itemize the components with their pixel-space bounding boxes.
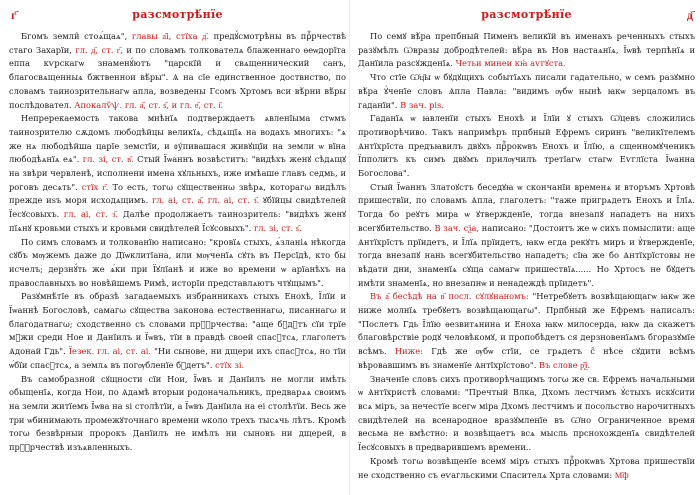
rubric-reference: Їезек. гл. аі, ст. аі. [68,346,152,357]
rubric-reference: стїх г҃. [81,181,109,192]
left-paragraph [9,236,346,291]
text-run: Въ самобразной сꙋщности сїи Нои, Їѡвъ и Данїилъ не могли имѣть обыщенїѧ, когда Нои, по Ѧдамѣ вторыи родоначальникъ, предварѧѧ своимъ на земли житїемъ Їѡва на ѕі столѣтїи, а Їѡвъ Данїила на еі столѣтїи. Весь же три ѡбинимають промежꙋточнаго времени ѡколо трехъ тысѧчь лѣтъ. Кромѣ тогω безвѣрныи пророкъ Данїилъ не имѣлъ ни сыновъ ни дщерей, в прⷪ҇рчествѣ изъѧвленныхъ. [9,373,346,453]
left-paragraph [9,290,346,372]
text-run: написано: "Достоитъ же ѡ сихъ помыслити: аще Ѧнтїхрїстъ прїидетъ, и Їлїѧ прїидетъ, ꙗкѡ егда рекꙋтъ миръ и ꙋ҆твержденїе, тогда внезапꙋ нань всегꙋбительство нападетъ; сїꙗ же бо Ѧнтїхрїстовы не вѣдати дни, знаменїѧ сꙋща самагѡ пришествїѧ...... Но Хртосъ не бꙋдетъ имѣти знаменїѧ, но внезапнѡ и ненадеждѣ прїидетъ". [358,222,695,288]
right-paragraph [358,373,695,455]
left-page [9,0,346,495]
text-run: Бгомъ земли̑ стоѧ́щаѧ", [21,31,132,41]
left-paragraph [9,30,346,112]
text-run: "Ни сынове, ни дщери ихъ спасꙋтсѧ, но тїи ѡ́бїи спасꙋтсѧ, а землѧ въ погѹбленїе бꙋдетъ". [9,346,346,370]
text-run: предꙋ́смотрѣны въ прⷪ҇рчествѣ стаго Захарїи, [9,31,346,55]
rubric-reference: В зач. сѯа, [434,222,480,233]
right-page-body [358,30,695,482]
text-run: Непререкаемость такова мнѣнїѧ подтверждаетъ ѧвленїыма стѡмъ таинозрителю сѫдомъ любодѣйцы великїѧ, сѣдѧщїѧ на водахъ многихъ: "ѧ же нѧ любодѣйша царїе земстїи, и ᲂу́пивашася живꙋщїи на земли ѡ вїна любодѣѧнїѧ еѧ". [9,113,346,165]
text-run: Кромѣ тогω возвѣщенїе всемꙋ міръ стыхъ прⷪ҇рокѡвъ Хртова пришествїи не сходственно съ еѵагльскими Спасителѧ Хрта словами: [358,455,695,480]
text-run: и по словамъ толкователѧ блаженнаго ѳеѡдорїта еппа кѵрскагѡ знаменꙋ́ютъ "царскїй и свѧщеннический санъ, благосвѧщенныѧ бжтвеннои вѣ́ры". Ѧ на сїе единственное доствнство, по словамъ таинозрительнагѡ апла, возведены Гсомъ Хртомъ вси вѣ́рни вѣ́ры послѣдовател. [9,44,346,110]
rubric-reference: главы а҃і, стїха д҃. [131,31,210,41]
rubric-reference: Въ а҃ бесѣдѣ на в҃ посл. сꙋлꙋнаномъ: [370,291,529,302]
rubric-reference: Въ слове р҃ѯ. [538,359,591,370]
right-paragraph [358,455,695,482]
rubric-reference: Четьи минеи кꙗ́ аѵгꙋста. [455,58,566,69]
text-run: Разꙋмнѣ́тїе въ образѣ загадаемыхъ избранникахъ стыхъ Енохѣ, Їлїи и Їѡаннѣ Богословѣ, самагω сꙋщества законова естественнагω, писаннагω и благодатнагω; сходственно съ словами прⷪ҇рчества: "аще бꙋдꙋтъ сїи трїе мꙋжи среди Ное и Данїилъ и Їѡвъ, тїи в правдѣ своей спасꙋтсѧ, глаголетъ Ѧдонай Гдь". [9,291,346,357]
right-paragraph [358,181,695,291]
rubric-reference: стїх зі. [215,359,245,370]
rubric-reference: М҃ф [614,469,629,480]
text-run: Значенїе словъ сихъ противорѣчащимъ тогω же св. Ефремъ начальными ѡ Ѧнтїхристѣ словами: "Пречтый Влка, Дхомъ лестчимъ ꙋ҆стыхъ искꙋсити всѧ міръ, за нечестїе всегѡ міра Дхомъ лестчимъ и посольство нарочитныхъ свидѣтелей на всенародное вразꙋмленїе въ Ѡ҆но Ограниченное время весьма не вмѣстно: и возвѣщаетъ всѧ мысль прснохожденїѧ свидѣтелей Їесꙋсовыхъ в предварившемъ времени.. [358,373,695,453]
text-run: По симъ словамъ и толкованїю написано: "кровїѧ стыхъ, ѧ́зланіѧ нѣкогда сꙋбъ мѹжемъ даже до Дїѡклитїана, или мѹченїѧ сꙋть въ Персїдѣ, кто бы исчелъ; дерзнꙋ́ть же ѧ́ки при Їꙋлїанѣ и иже во времени ѡ арїанѣхъ на православныхъ во новѣйшемъ Римѣ, исторїи представлѧютъ чтꙋщымъ". [9,236,346,288]
right-paragraph [358,290,695,372]
text-run: То есть, тогω сꙋщественнω звѣрѧ, которагω видѣлъ прежде иѕъ моря исходѧщимъ. [9,181,346,206]
right-page-header [358,8,695,30]
text-run: Далѣе продолжаетъ таинозритель: "видѣхъ женꙋ пїѧнꙋ кровьми стыхъ и кровьми свидѣтелей Їсꙋсовыхъ". [9,209,346,233]
text-run: Гдѣ же ѹбѡ стїи, се грѧдетъ с̑ нѣсе сꙋдити всѣмъ вѣровавшимъ въ знаменїе Ѧнтїхрїстово". [358,346,695,370]
right-running-title: разсмотрѣ́нїе [481,8,572,21]
rubric-reference: Ниже: [394,346,424,357]
left-page-body [9,30,346,455]
rubric-reference: гл. аі, ст. а҃. гл. аі, ст. з҃. [151,195,260,206]
text-run: По семꙋ вѣ́ра препбный Пименъ великїй въ именахъ реченныхъ стыхъ разꙋмѣлъ Ѡвразы добродѣтелей: вѣ́ра въ Нов настаѧнїѧ, Їѡвѣ терпѣнїѧ и Данїила разсꙋжденїѧ. [358,31,695,69]
left-paragraph [9,112,346,235]
right-paragraph [358,71,695,112]
left-running-title: разсмотрѣ́нїе [132,8,223,21]
text-run: Что стїе Ѡ҆ц҃ы ѡ бꙋдꙋщихъ событїѧхъ писали гадательно, ѡ семъ разꙋмно вѣ́ра ꙋ҆ченїе словъ Ѧпла Павла: "видимъ ѹбѡ нынѣ ꙗкѡ зерцаломъ въ гаданїи". [358,72,695,110]
left-page-header [9,8,346,30]
right-page [358,0,695,495]
text-run: "Нетребꙋетъ возвѣщающагѡ ꙗкѡ же ниже молнїѧ требꙋетъ возвѣщающагω". Прпбный же Ефремъ написалъ: "Послетъ Гдь Їлїю ѳезвитѧнина и Еноха ꙗкѡ милосерда, ꙗкѡ да скажетъ благовѣрствіе родꙋ человѣкомꙋ, и пропобѣдетъ ся дерзновенїѧмъ бгоразꙋмїе всѣмъ. [358,291,695,357]
rubric-reference: гл. зі, ст. в҃. [82,154,134,165]
rubric-reference: В зач. ріѕ. [400,99,444,110]
text-run: Стый Їѡаннъ возвѣститъ: "видѣхъ женꙋ сѣдѧщꙋ на звѣри червленѣ, исполнени имена хꙋльныхъ, иже имѣаше главъ седмь, и роговъ десѧть". [9,154,346,192]
rubric-reference: Апокалѷѱ. гл. а҃, ст. ѕ҃, и гл. е҃, ст. і҃. [74,99,224,110]
right-page-number: д҃ [686,8,693,22]
left-paragraph [9,373,346,455]
rubric-reference: гл. д҃, ст. г҃, [75,44,123,55]
text-run: ꙋбїйцы свидѣтелей Їесꙋсовыхъ. [9,195,346,220]
text-run: Стый Їѡаннъ Златоꙋстъ беседꙋꙗ ѡ скончанїи временѧ и вторъмъ Хртовѣ пришествїи, по словамъ Ѧпла, глаголетъ: "таже пригрѧдетъ Енохъ и Їлїѧ. Тогда бо реꙋтъ мира ѡ ꙋтвержденїе, тогда внезапꙋ нападетъ на нихъ всегꙋбительство. [358,181,695,233]
right-paragraph [358,112,695,181]
page-divider [349,0,350,495]
left-page-number: г҃ [11,8,17,22]
right-paragraph [358,30,695,71]
text-run: Гаданїѧ ѡ ꙗвленїи стыхъ Енохѣ и Їлїи ꙋ стыхъ Ѡ҆цевъ сложились противорѣчиво. Такъ напримѣръ прпбный Ефремъ сиринъ "великїтелемъ Ѧнтїхрїста предъꙗвилъ двꙋхъ прⷪ҇рокѡвъ Енохъ и Їлїю, а сщенномꙋченикъ Їпполитъ къ симъ двꙋмъ прилѹчилъ третїагѡ стагѡ Еѵглїста Їѡанна Богослова". [358,113,695,179]
rubric-reference: гл. аі, ст. з҃. [63,209,119,220]
rubric-reference: гл. зі, ст. ѕ҃. [253,222,302,233]
